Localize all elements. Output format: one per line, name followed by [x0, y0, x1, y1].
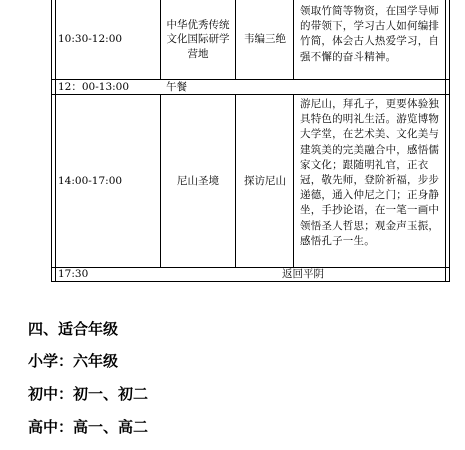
section-heading: 四、适合年级 [28, 320, 119, 338]
table-left-double-border [51, 0, 56, 282]
time-text: 10:30-12:00 [58, 33, 123, 46]
activity-text: 韦编三绝 [244, 33, 286, 46]
place-cell [163, 95, 233, 267]
description-text: 领取竹简等物资，在国学导师的带领下，学习古人如何编排竹简，体会古人热爱学习，自强不懈的奋斗精神。 [300, 5, 440, 63]
time-text: 14:00-17:00 [58, 174, 123, 187]
table-col-divider [160, 94, 161, 267]
time-cell [58, 80, 158, 94]
table-col-divider [293, 94, 294, 267]
description-cell [297, 4, 443, 78]
time-cell [58, 268, 158, 281]
place-text: 尼山圣境 [177, 174, 219, 187]
place-text: 中华优秀传统文化国际研学营地 [166, 18, 230, 60]
description-text: 游尼山，拜孔子，更要体验独具特色的明礼生活。游览博物大学堂，在艺术美、文化美与建筑美的完美融合中，感悟儒家文化；跟随明礼官，正衣冠，敬先师，登阶祈福，步步递德，通入仲尼之门；正身静坐，手抄论语，在一笔一画中领悟圣人哲思；观金声玉振，感悟孔子一生。 [300, 98, 440, 247]
grade-level-primary: 小学：六年级 [28, 352, 119, 370]
description-cell [297, 97, 443, 267]
place-cell [163, 0, 233, 79]
activity-cell [238, 0, 292, 79]
meal-text: 午餐 [166, 80, 187, 93]
grade-level-high: 高中：高一、高二 [28, 418, 149, 436]
table-col-divider [293, 0, 294, 79]
return-text: 返回平阴 [282, 268, 324, 281]
table-right-double-border [445, 0, 450, 282]
table-col-divider [235, 0, 236, 79]
return-cell [163, 268, 443, 281]
meal-cell [166, 80, 286, 94]
time-text: 12：00-13:00 [58, 80, 130, 93]
activity-text: 探访尼山 [244, 174, 286, 187]
activity-cell [238, 95, 292, 267]
table-col-divider [160, 0, 161, 79]
table-col-divider [235, 94, 236, 267]
grade-level-middle: 初中：初一、初二 [28, 385, 149, 403]
time-text: 17:30 [58, 268, 89, 281]
table-bottom-border [51, 281, 449, 282]
time-cell [58, 0, 158, 79]
time-cell [58, 95, 158, 267]
